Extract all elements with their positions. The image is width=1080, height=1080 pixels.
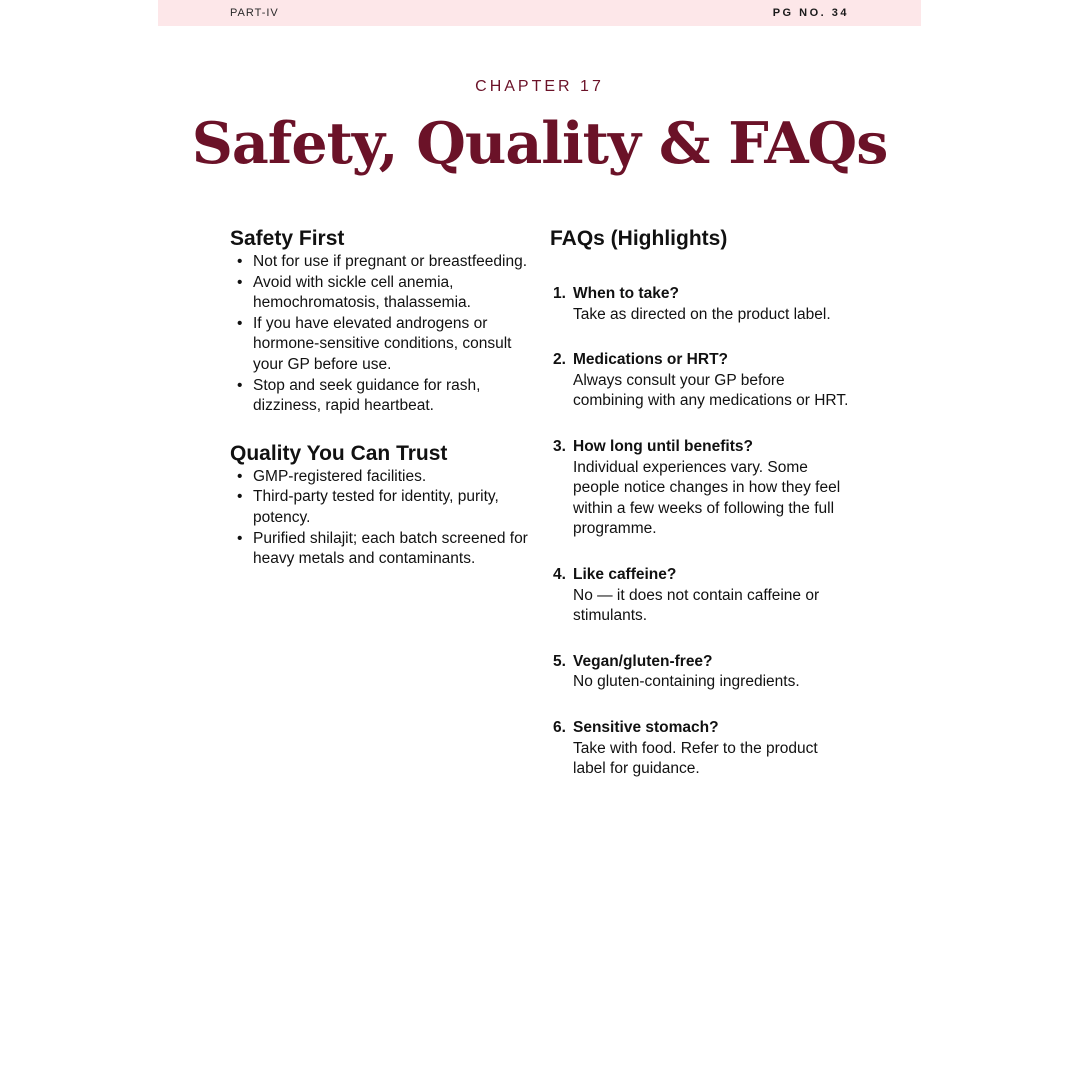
faq-number: 1. xyxy=(553,285,566,302)
faq-answer: Take as directed on the product label. xyxy=(573,305,831,323)
bullet-icon: • xyxy=(237,273,243,291)
faq-item xyxy=(550,437,850,540)
chapter-label: CHAPTER 17 xyxy=(475,78,604,95)
quality-section xyxy=(230,441,530,570)
faq-item xyxy=(550,350,850,412)
safety-list xyxy=(230,252,530,417)
chapter-title: Safety, Quality & FAQs xyxy=(191,110,888,177)
list-item-text: Avoid with sickle cell anemia, hemochromatosis, thalassemia. xyxy=(253,273,471,312)
faq-item xyxy=(550,718,850,780)
faq-number: 6. xyxy=(553,718,566,736)
list-item-text: Stop and seek guidance for rash, dizziness, rapid heartbeat. xyxy=(253,376,481,415)
list-item xyxy=(230,376,530,417)
faq-question: How long until benefits? xyxy=(573,437,753,455)
bullet-icon: • xyxy=(237,376,243,394)
faq-answer: Always consult your GP before combining with any medications or HRT. xyxy=(573,371,849,410)
list-item-text: Purified shilajit; each batch screened for heavy metals and contaminants. xyxy=(253,529,528,568)
page-header xyxy=(158,0,921,26)
list-item xyxy=(230,529,530,570)
left-column xyxy=(230,226,530,570)
list-item xyxy=(230,467,530,488)
faq-answer: Take with food. Refer to the product label for guidance. xyxy=(573,739,818,778)
quality-list xyxy=(230,467,530,570)
list-item xyxy=(230,487,530,528)
faq-item xyxy=(550,565,850,627)
list-item-text: GMP-registered facilities. xyxy=(253,467,427,485)
document-page xyxy=(158,0,921,1080)
faq-number: 3. xyxy=(553,437,566,455)
faq-question: When to take? xyxy=(573,285,679,302)
faq-question: Vegan/gluten-free? xyxy=(573,652,713,670)
bullet-icon: • xyxy=(237,253,243,270)
faq-question: Like caffeine? xyxy=(573,565,677,583)
faq-item xyxy=(550,284,850,325)
bullet-icon: • xyxy=(237,314,243,332)
bullet-icon: • xyxy=(237,467,243,485)
right-column xyxy=(550,226,850,805)
list-item-text: Third-party tested for identity, purity, potency. xyxy=(253,488,499,526)
part-label: PART-IV xyxy=(230,7,279,19)
list-item-text: If you have elevated androgens or hormone-sensitive conditions, consult your GP before use. xyxy=(253,314,512,373)
safety-section xyxy=(230,226,530,417)
bullet-icon: • xyxy=(237,488,243,506)
faq-list xyxy=(550,284,850,780)
quality-heading: Quality You Can Trust xyxy=(230,441,448,465)
faq-question: Sensitive stomach? xyxy=(573,718,719,736)
faq-answer: No gluten-containing ingredients. xyxy=(573,673,800,691)
faq-number: 2. xyxy=(553,351,566,369)
faq-item xyxy=(550,652,850,693)
faqs-heading: FAQs (Highlights) xyxy=(550,227,728,250)
faq-question: Medications or HRT? xyxy=(573,351,729,369)
page-number: PG NO. 34 xyxy=(772,7,849,19)
list-item xyxy=(230,314,530,376)
faq-answer: Individual experiences vary. Some people notice changes in how they feel within a few weeks of following the full programme. xyxy=(573,458,841,538)
safety-heading: Safety First xyxy=(230,227,345,250)
bullet-icon: • xyxy=(237,529,243,547)
list-item xyxy=(230,273,530,314)
list-item-text: Not for use if pregnant or breastfeeding. xyxy=(253,253,527,270)
list-item xyxy=(230,252,530,273)
faq-number: 5. xyxy=(553,652,566,670)
faq-number: 4. xyxy=(553,565,566,583)
faq-answer: No — it does not contain caffeine or stimulants. xyxy=(573,586,820,625)
